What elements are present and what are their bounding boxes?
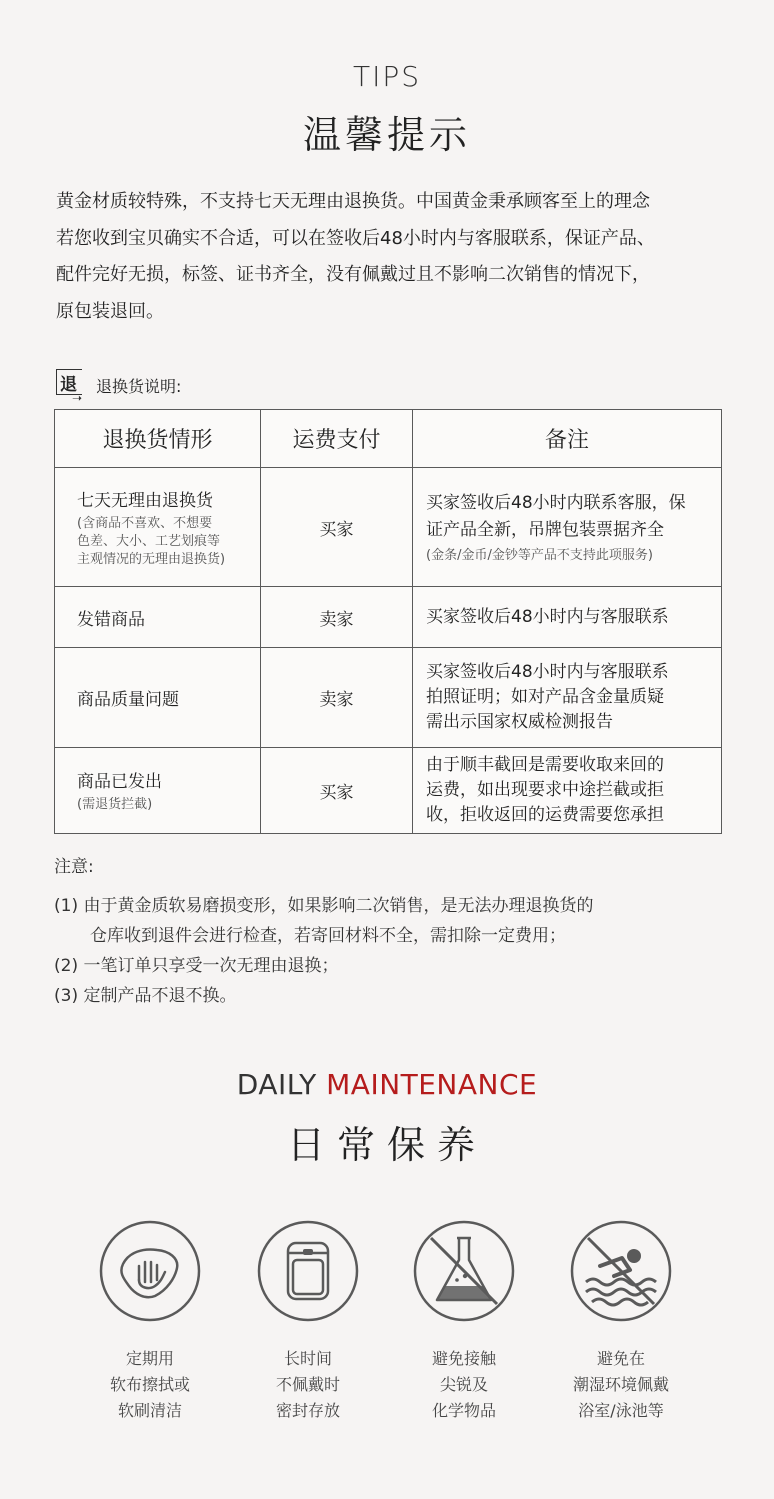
maintenance-caption bbox=[551, 1346, 691, 1424]
table-row bbox=[55, 748, 722, 834]
note-item: (2) 一笔订单只享受一次无理由退换； bbox=[54, 956, 339, 976]
intro-line: 黄金材质较特殊，不支持七天无理由退换货。中国黄金秉承顾客至上的理念 bbox=[56, 191, 650, 212]
caption-line: 密封存放 bbox=[275, 1401, 340, 1420]
no-swimming-icon bbox=[570, 1220, 672, 1322]
maintenance-title-en bbox=[0, 1068, 774, 1101]
case-sub: (含商品不喜欢、不想要 色差、大小、工艺划痕等 主观情况的无理由退换货) bbox=[77, 515, 226, 567]
case-label: 七天无理由退换货 bbox=[77, 490, 213, 511]
no-chemical-flask-icon bbox=[413, 1220, 515, 1322]
returns-table bbox=[54, 409, 722, 834]
maintenance-title-en-b: MAINTENANCE bbox=[326, 1068, 538, 1101]
case-sub: (需退货拦截) bbox=[77, 797, 153, 812]
maintenance-caption bbox=[394, 1346, 534, 1424]
caption-line: 长时间 bbox=[283, 1349, 332, 1368]
tips-title-cn: 温馨提示 bbox=[302, 113, 471, 157]
caption-line: 浴室/泳池等 bbox=[578, 1401, 664, 1420]
note-text: 买家签收后48小时内联系客服，保 证产品全新，吊牌包装票据齐全 bbox=[426, 492, 686, 540]
header-case: 退换货情形 bbox=[55, 410, 261, 468]
case-label: 商品质量问题 bbox=[55, 648, 261, 748]
payer-cell: 卖家 bbox=[261, 648, 413, 748]
returns-header bbox=[56, 365, 182, 405]
cloth-wipe-icon bbox=[99, 1220, 201, 1322]
header-note: 备注 bbox=[413, 410, 722, 468]
returns-title: 退换货说明: bbox=[96, 377, 182, 396]
table-row bbox=[55, 648, 722, 748]
note-sub: (金条/金币/金钞等产品不支持此项服务) bbox=[426, 547, 653, 563]
note-item: (1) 由于黄金质软易磨损变形，如果影响二次销售，是无法办理退换货的 bbox=[54, 896, 594, 916]
payer-cell: 买家 bbox=[261, 468, 413, 587]
intro-line: 若您收到宝贝确实不合适，可以在签收后48小时内与客服联系，保证产品、 bbox=[56, 227, 655, 249]
caption-line: 软布擦拭或 bbox=[109, 1375, 190, 1394]
caption-line: 化学物品 bbox=[431, 1401, 496, 1420]
payer-cell: 买家 bbox=[261, 748, 413, 834]
header-payer: 运费支付 bbox=[261, 410, 413, 468]
note-text: 由于顺丰截回是需要收取来回的 运费，如出现要求中途拦截或拒 收，拒收返回的运费需要您承担 bbox=[413, 748, 722, 834]
caption-line: 软刷清洁 bbox=[117, 1401, 182, 1420]
intro-line: 原包装退回。 bbox=[56, 300, 164, 322]
notes-title: 注意: bbox=[54, 857, 94, 877]
return-icon-char: 退 bbox=[60, 375, 77, 395]
maintenance-title-cn: 日常保养 bbox=[286, 1123, 487, 1167]
note-text: 买家签收后48小时内与客服联系 拍照证明；如对产品含金量质疑 需出示国家权威检测报告 bbox=[413, 648, 722, 748]
case-label: 发错商品 bbox=[55, 587, 261, 648]
maintenance-title-en-a: DAILY bbox=[236, 1068, 317, 1101]
note-text: 买家签收后48小时内与客服联系 bbox=[413, 587, 722, 648]
maintenance-caption bbox=[238, 1346, 378, 1424]
note-item: (3) 定制产品不退不换。 bbox=[54, 986, 237, 1006]
intro-line: 配件完好无损，标签、证书齐全，没有佩戴过且不影响二次销售的情况下， bbox=[56, 264, 650, 285]
return-icon: 退 ➝ bbox=[56, 369, 88, 399]
caption-line: 尖锐及 bbox=[439, 1375, 488, 1394]
table-row bbox=[55, 587, 722, 648]
intro-paragraph bbox=[56, 184, 726, 330]
maintenance-caption bbox=[80, 1346, 220, 1424]
sealed-box-icon bbox=[257, 1220, 359, 1322]
tips-title-en: TIPS bbox=[352, 60, 422, 93]
caption-line: 潮湿环境佩戴 bbox=[572, 1375, 669, 1394]
caption-line: 避免在 bbox=[596, 1349, 645, 1368]
table-header-row bbox=[55, 410, 722, 468]
notes-section bbox=[54, 852, 734, 1011]
payer-cell: 卖家 bbox=[261, 587, 413, 648]
table-row bbox=[55, 468, 722, 587]
caption-line: 避免接触 bbox=[431, 1349, 496, 1368]
caption-line: 不佩戴时 bbox=[275, 1375, 340, 1394]
case-label: 商品已发出 bbox=[77, 772, 162, 792]
note-item-cont: 仓库收到退件会进行检查，若寄回材料不全，需扣除一定费用； bbox=[90, 926, 566, 946]
caption-line: 定期用 bbox=[125, 1349, 174, 1368]
